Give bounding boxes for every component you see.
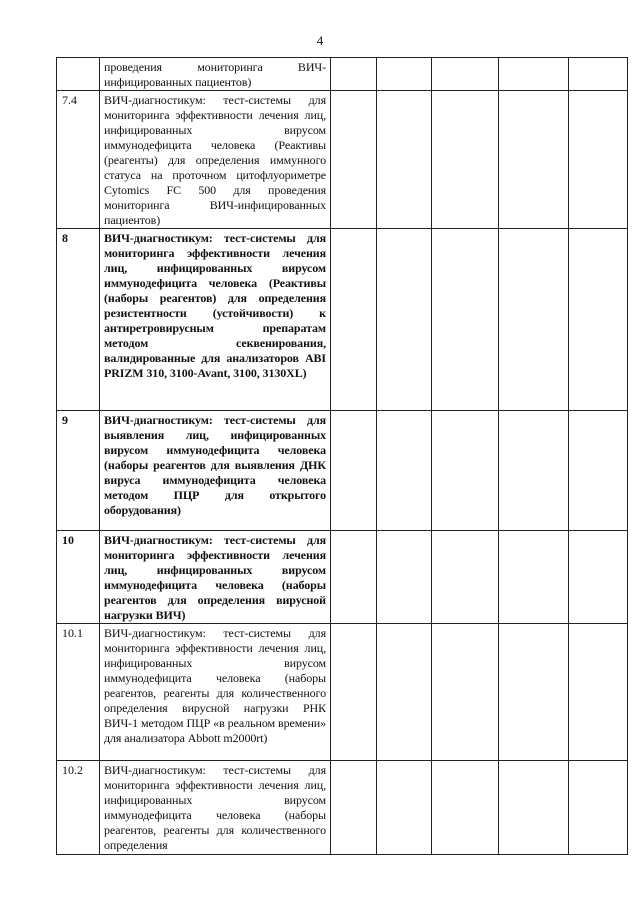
table-row xyxy=(57,411,628,531)
empty-cell xyxy=(432,624,499,761)
empty-cell xyxy=(569,761,628,855)
item-number: 10.1 xyxy=(57,624,100,761)
empty-cell xyxy=(377,531,432,624)
empty-cell xyxy=(331,58,377,91)
item-number: 10 xyxy=(57,531,100,624)
empty-cell xyxy=(569,229,628,411)
empty-cell xyxy=(499,411,569,531)
item-description: ВИЧ-диагностикум: тест-системы для мониторинга эффективности лечения лиц, инфицированных вирусом иммунодефицита человека (наборы реагентов для определения вирусной нагрузки ВИЧ) xyxy=(100,531,331,624)
empty-cell xyxy=(377,91,432,229)
empty-cell xyxy=(499,761,569,855)
page-number: 4 xyxy=(316,33,324,48)
item-number: 9 xyxy=(57,411,100,531)
empty-cell xyxy=(432,91,499,229)
empty-cell xyxy=(331,531,377,624)
empty-cell xyxy=(569,91,628,229)
empty-cell xyxy=(569,531,628,624)
empty-cell xyxy=(432,761,499,855)
empty-cell xyxy=(377,411,432,531)
item-description: ВИЧ-диагностикум: тест-системы для мониторинга эффективности лечения лиц, инфицированных вирусом иммунодефицита человека (наборы реагентов, реагенты для количественного определения xyxy=(100,761,331,855)
empty-cell xyxy=(377,229,432,411)
item-number: 7.4 xyxy=(57,91,100,229)
empty-cell xyxy=(331,411,377,531)
empty-cell xyxy=(499,229,569,411)
empty-cell xyxy=(499,624,569,761)
table-row xyxy=(57,91,628,229)
item-number xyxy=(57,58,100,91)
table-row xyxy=(57,624,628,761)
item-number: 8 xyxy=(57,229,100,411)
empty-cell xyxy=(569,58,628,91)
item-number: 10.2 xyxy=(57,761,100,855)
empty-cell xyxy=(377,761,432,855)
item-description: ВИЧ-диагностикум: тест-системы для выявления лиц, инфицированных вирусом иммунодефицита человека (наборы реагентов для выявления ДНК вируса иммунодефицита человека методом ПЦР для открытого оборудования) xyxy=(100,411,331,531)
items-table xyxy=(56,57,628,855)
empty-cell xyxy=(499,91,569,229)
empty-cell xyxy=(377,624,432,761)
table-row xyxy=(57,531,628,624)
empty-cell xyxy=(432,411,499,531)
item-description: ВИЧ-диагностикум: тест-системы для мониторинга эффективности лечения лиц, инфицированных вирусом иммунодефицита человека (наборы реагентов, реагенты для количественного определения вирусной нагрузки РНК ВИЧ-1 методом ПЦР «в реальном времени» для анализатора Abbott m2000rt) xyxy=(100,624,331,761)
item-description: ВИЧ-диагностикум: тест-системы для мониторинга эффективности лечения лиц, инфицированных вирусом иммунодефицита человека (Реактивы (реагенты) для определения иммунного статуса на проточном цитофлуориметре Cytomics FC 500 для проведения мониторинга ВИЧ-инфицированных пациентов) xyxy=(100,91,331,229)
table-row xyxy=(57,761,628,855)
table-row xyxy=(57,229,628,411)
empty-cell xyxy=(432,229,499,411)
empty-cell xyxy=(432,531,499,624)
empty-cell xyxy=(569,411,628,531)
empty-cell xyxy=(377,58,432,91)
empty-cell xyxy=(432,58,499,91)
empty-cell xyxy=(569,624,628,761)
empty-cell xyxy=(331,91,377,229)
empty-cell xyxy=(331,624,377,761)
item-description: ВИЧ-диагностикум: тест-системы для мониторинга эффективности лечения лиц, инфицированных вирусом иммунодефицита человека (Реактивы (наборы реагентов) для определения резистентности (устойчивости) к антиретровирусным препаратам методом секвенирования, валидированные для анализаторов ABI PRIZM 310, 3100-Avant, 3100, 3130XL) xyxy=(100,229,331,411)
empty-cell xyxy=(499,58,569,91)
table-row xyxy=(57,58,628,91)
item-description: проведения мониторинга ВИЧ-инфицированных пациентов) xyxy=(100,58,331,91)
empty-cell xyxy=(331,761,377,855)
empty-cell xyxy=(331,229,377,411)
empty-cell xyxy=(499,531,569,624)
